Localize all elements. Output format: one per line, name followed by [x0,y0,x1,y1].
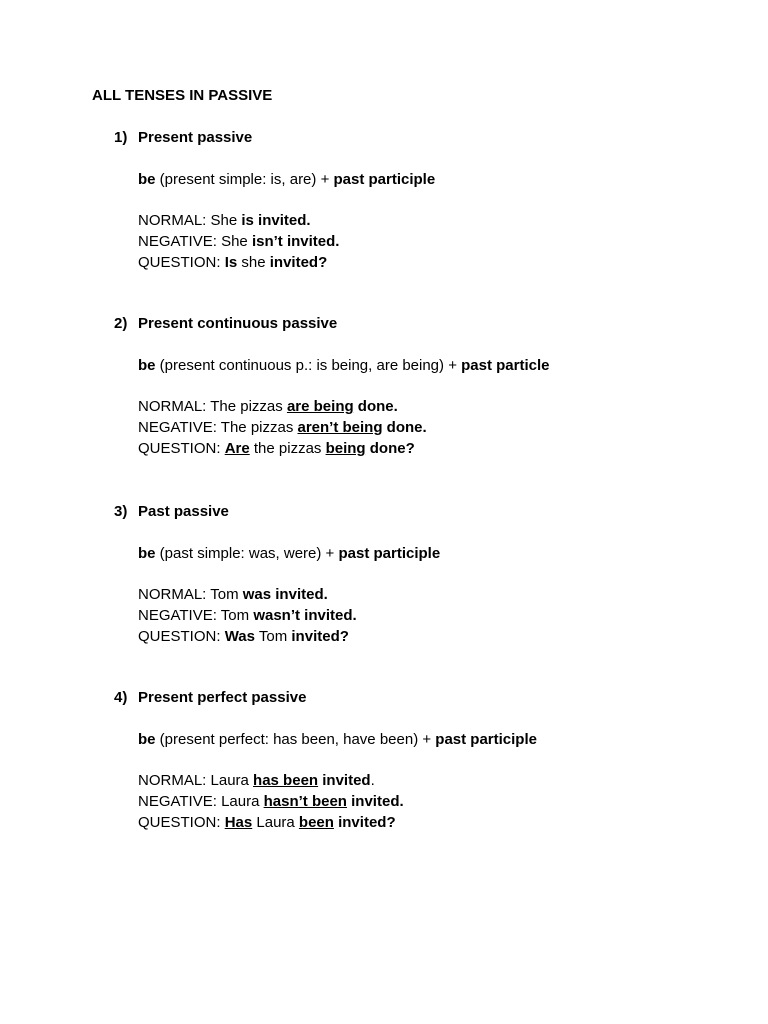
text-segment: NORMAL: Tom [138,586,243,603]
text-segment: past particle [461,357,550,374]
section-number: 1) [114,129,128,146]
text-segment: Was [224,628,255,645]
text-segment: QUESTION: [138,628,225,645]
section-heading [114,314,337,334]
text-segment: (past simple: was, were) + [155,545,339,562]
text-segment: past participle [338,545,441,562]
text-segment: invited? [291,628,349,645]
text-segment: invited. [346,793,404,810]
text-segment: be [138,731,156,748]
example-line [138,232,339,252]
example-line [138,397,398,417]
example-line [138,418,427,438]
text-segment: being [325,440,366,457]
example-line [138,813,396,833]
text-segment: invited? [269,254,328,271]
text-segment: aren’t being [297,419,383,436]
text-segment: be [138,171,156,188]
text-segment: Tom [254,628,292,645]
example-line [138,211,311,231]
text-segment: was invited. [242,586,328,603]
text-segment: is invited. [241,212,311,229]
text-segment: be [138,545,156,562]
section-heading [114,128,252,148]
text-segment: done. [353,398,398,415]
text-segment: the pizzas [249,440,326,457]
text-segment: be [138,357,156,374]
section-title: Past passive [138,503,229,520]
text-segment: invited [322,772,371,789]
text-segment: (present simple: is, are) + [155,171,334,188]
text-segment: NEGATIVE: Tom [138,607,254,624]
formula-line [138,730,537,750]
text-segment: Laura [252,814,299,831]
text-segment: NORMAL: Laura [138,772,254,789]
formula-line [138,544,440,564]
example-line [138,792,404,812]
text-segment: NEGATIVE: She [138,233,252,250]
formula-line [138,170,435,190]
section-heading [114,502,229,522]
text-segment: Has [224,814,253,831]
example-line [138,253,327,273]
section-title: Present perfect passive [138,689,307,706]
section-title: Present passive [138,129,253,146]
text-segment: NEGATIVE: The pizzas [138,419,298,436]
text-segment: (present continuous p.: is being, are being) + [155,357,462,374]
text-segment: done? [365,440,415,457]
section-number: 4) [114,689,128,706]
example-line [138,627,349,647]
text-segment: wasn’t invited. [253,607,357,624]
example-line [138,585,328,605]
formula-line [138,356,550,376]
example-line [138,439,415,459]
text-segment: NEGATIVE: Laura [138,793,264,810]
document-title: ALL TENSES IN PASSIVE [92,87,273,104]
text-segment: been [298,814,334,831]
text-segment: invited? [333,814,396,831]
text-segment: QUESTION: [138,440,225,457]
example-line [138,606,357,626]
text-segment: NORMAL: The pizzas [138,398,287,415]
text-segment: are being [286,398,354,415]
text-segment: past participle [435,731,537,748]
section-heading [114,688,306,708]
section-number: 2) [114,315,128,332]
text-segment: QUESTION: [138,814,225,831]
text-segment: . [370,772,375,789]
text-segment: (present perfect: has been, have been) + [155,731,436,748]
text-segment: NORMAL: She [138,212,242,229]
section-number: 3) [114,503,128,520]
text-segment: Are [224,440,250,457]
section-title: Present continuous passive [138,315,338,332]
text-segment: she [237,254,270,271]
text-segment: hasn’t been [263,793,347,810]
example-line [138,771,375,791]
text-segment: has been [253,772,319,789]
text-segment: isn’t invited. [251,233,340,250]
text-segment: done. [382,419,427,436]
text-segment: Is [224,254,238,271]
text-segment: QUESTION: [138,254,225,271]
text-segment: past participle [333,171,436,188]
